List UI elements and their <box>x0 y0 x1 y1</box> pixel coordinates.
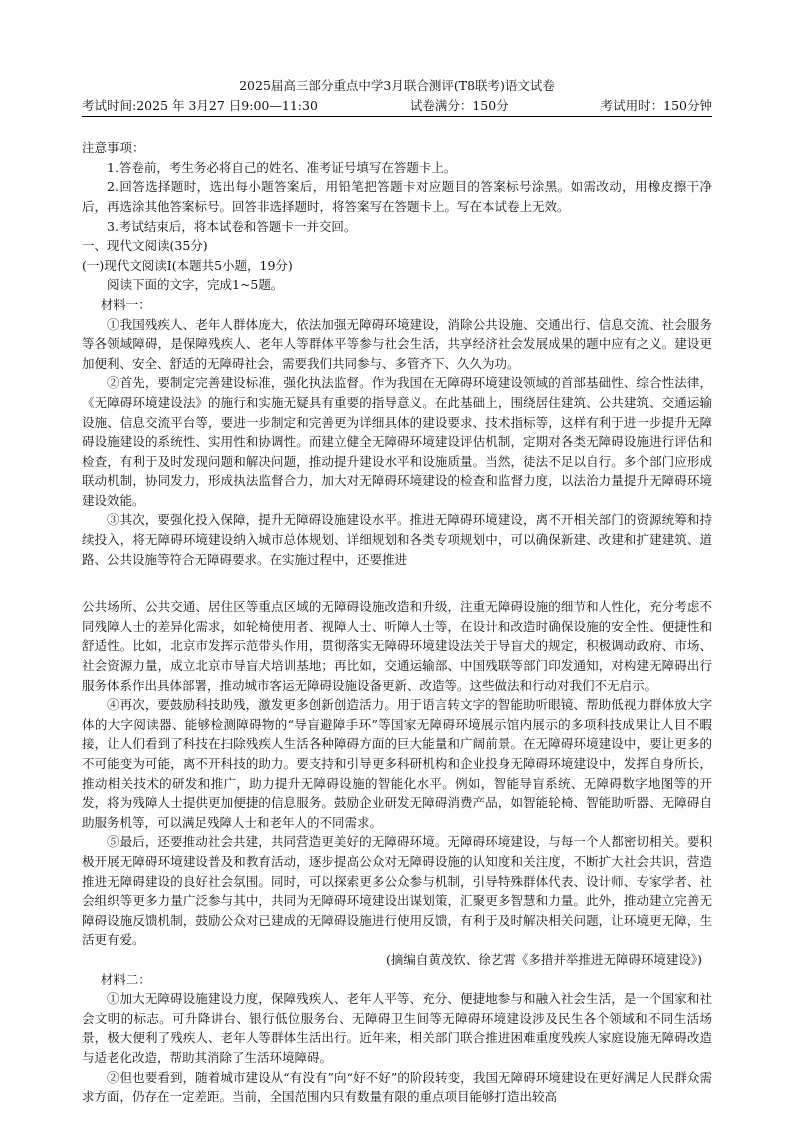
material2-paragraph-1: ①加大无障碍设施建设力度，保障残疾人、老年人平等、充分、便捷地参与和融入社会生活，是一个国家和社会文明的标志。可升降讲台、银行低位服务台、无障碍卫生间等无障碍环境建设涉及民生各个领域和不同生活场景，极大便利了残疾人、老年人等群体生活出行。近年来，相关部门联合推进困难重度残疾人家庭设施无障碍改造与适老化改造，帮助其消除了生活环境障碍。 <box>82 991 712 1065</box>
material2-paragraph-2: ②但也要看到，随着城市建设从“有没有”向“好不好”的阶段转变，我国无障碍环境建设在更好满足人民群众需求方面，仍存在一定差距。当前，全国范围内只有数量有限的重点项目能够打造出较高 <box>82 1069 712 1105</box>
material1-paragraph-1: ①我国残疾人、老年人群体庞大，依法加强无障碍环境建设，消除公共设施、交通出行、信息交流、社会服务等各领域障碍，是保障残疾人、老年人等群体平等参与社会生活，共享经济社会发展成果的题中应有之义。建设更加便利、安全、舒适的无障碍社会，需要我们共同参与、多管齐下、久久为功。 <box>82 316 712 371</box>
material1-label: 材料一： <box>100 296 151 312</box>
exam-time: 考试时间:2025 年 3月27 日9:00—11:30 <box>82 97 318 113</box>
exam-meta-line <box>82 96 712 118</box>
exam-title: 2025届高三部分重点中学3月联合测评(T8联考)语文试卷 <box>239 78 555 93</box>
notice-item-2: 2.回答选择题时，选出每小题答案后，用铅笔把答题卡对应题目的答案标号涂黑。如需改动，用橡皮擦干净后，再选涂其他答案标号。回答非选择题时，将答案写在答题卡上。写在本试卷上无效。 <box>82 179 712 214</box>
material1-paragraph-3-continued: 公共场所、公共交通、居住区等重点区域的无障碍设施改造和升级，注重无障碍设施的细节和人性化，充分考虑不同残障人士的差异化需求，如轮椅使用者、视障人士、听障人士等，在设计和改造时确保设施的安全性、便捷性和舒适性。比如，北京市发挥示范带头作用，贯彻落实无障碍环境建设法关于导盲犬的规定，积极调动政府、市场、社会资源力量，成立北京市导盲犬培训基地；再比如，交通运输部、中国残联等部门印发通知，对构建无障碍出行服务体系作出具体部署，推动城市客运无障碍设施设备更新、改造等。这些做法和行动对我们不无启示。 <box>82 599 712 693</box>
material1-paragraph-2: ②首先，要制定完善建设标准，强化执法监督。作为我国在无障碍环境建设领域的首部基础性、综合性法律，《无障碍环境建设法》的施行和实施无疑具有重要的指导意义。在此基础上，围绕居住建筑、公共建筑、交通运输设施、信息交流平台等，要进一步制定和完善更为详细具体的建设要求、技术指标等，这样有利于进一步提升无障碍设施建设的系统性、实用性和协调性。而建立健全无障碍环境建设评估机制，定期对各类无障碍设施进行评估和检查，有利于及时发现问题和解决问题，推动提升建设水平和设施质量。当然，徒法不足以自行。多个部门应形成联动机制，协同发力，形成执法监督合力，加大对无障碍环境建设的检查和监督力度，以法治力量提升无障碍环境建设效能。 <box>82 375 712 508</box>
section-heading: 一、现代文阅读(35分) <box>82 238 208 254</box>
reading-instruction: 阅读下面的文字，完成1~5题。 <box>107 277 284 293</box>
material1-paragraph-5: ⑤最后，还要推动社会共建，共同营造更美好的无障碍环境。无障碍环境建设，与每一个人都密切相关。要积极开展无障碍环境建设普及和教育活动，逐步提高公众对无障碍设施的认知度和关注度，不断扩大社会共识，营造推进无障碍建设的良好社会氛围。同时，可以探索更多公众参与机制，引导特殊群体代表、设计师、专家学者、社会组织等更多力量广泛参与其中，共同为无障碍环境建设出谋划策，汇聚更多智慧和力量。此外，推动建立完善无障碍设施反馈机制，鼓励公众对已建成的无障碍设施进行使用反馈，有利于及时解决相关问题，让环境更无障，生活更有爱。 <box>82 834 712 948</box>
material1-source: (摘编自黄茂钦、徐艺霄《多措并举推进无障碍环境建设》) <box>385 951 702 967</box>
material1-paragraph-3: ③其次，要强化投入保障，提升无障碍设施建设水平。推进无障碍环境建设，离不开相关部门的资源统筹和持续投入，将无障碍环境建设纳入城市总体规划、详细规划和各类专项规划中，可以确保新建、改建和扩建建筑、道路、公共设施等符合无障碍要求。在实施过程中，还要推进 <box>82 512 712 567</box>
page-gap <box>82 569 712 597</box>
material1-paragraph-4: ④再次，要鼓励科技助残，激发更多创新创造活力。用于语言转文字的智能助听眼镜、帮助低视力群体放大字体的大字阅读器、能够检测障碍物的“导盲避障手环”等国家无障碍环境展示馆内展示的多项科技成果让人目不暇接，让人们看到了科技在扫除残疾人生活各种障碍方面的巨大能量和广阔前景。在无障碍环境建设中，要让更多的不可能变为可能，离不开科技的助力。要支持和引导更多科研机构和企业投身无障碍环境建设中，发挥自身所长，推动相关技术的研发和推广，助力提升无障碍设施的智能化水平。例如，智能导盲系统、无障碍数字地图等的开发，将为残障人士提供更加便捷的信息服务。鼓励企业研发无障碍消费产品，如智能轮椅、智能助听器、无障碍自助服务机等，可以满足残障人士和老年人的不同需求。 <box>82 697 712 830</box>
full-score: 试卷满分：150分 <box>409 97 509 113</box>
notice-heading: 注意事项： <box>82 140 145 156</box>
material2-label: 材料二： <box>100 971 151 987</box>
exam-duration: 考试用时：150分钟 <box>600 97 712 113</box>
section-sub-heading: (一)现代文阅读Ⅰ(本题共5小题，19分) <box>82 257 293 273</box>
notice-item-1: 1.答卷前，考生务必将自己的姓名、准考证号填写在答题卡上。 <box>107 159 457 175</box>
exam-page <box>82 76 712 1107</box>
notice-item-3: 3.考试结束后，将本试卷和答题卡一并交回。 <box>107 218 357 234</box>
